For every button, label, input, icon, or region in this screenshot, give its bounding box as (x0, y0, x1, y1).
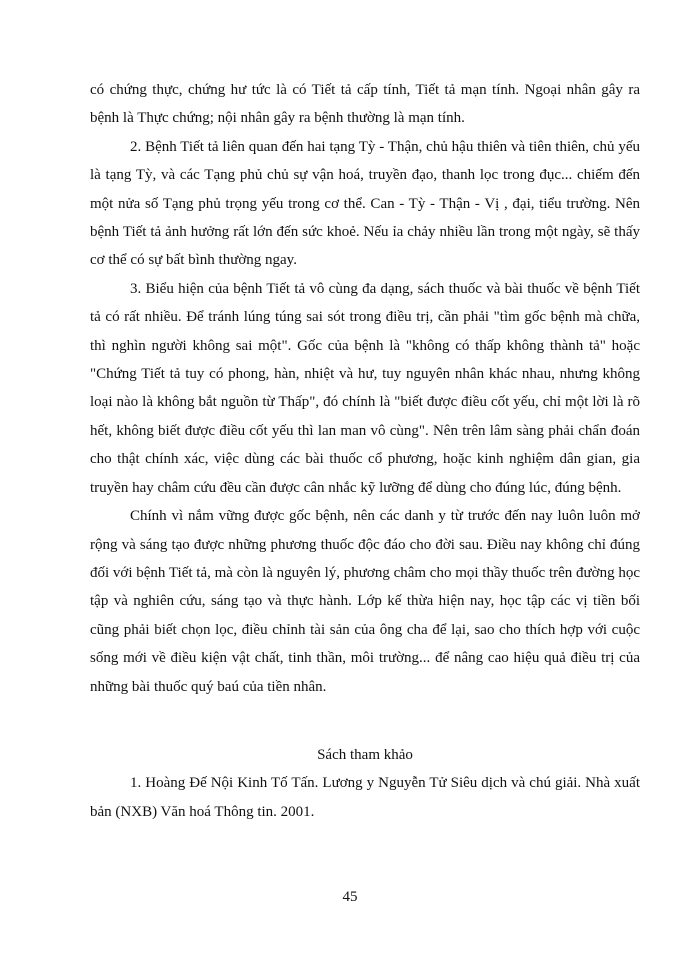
references-title: Sách tham khảo (317, 746, 413, 763)
paragraph-conclusion: Chính vì nắm vững được gốc bệnh, nên các danh y từ trước đến nay luôn luôn mở rộng và sáng tạo được những phương thuốc độc đáo cho đời sau. Điều nay không chỉ đúng đối với bệnh Tiết tả, mà còn là nguyên lý, phương châm cho mọi thầy thuốc trên đường học tập và nghiên cứu, sáng tạo và thực hành. Lớp kế thừa hiện nay, học tập các vị tiền bối cũng phải biết chọn lọc, điều chỉnh tài sản của ông cha để lại, sao cho thích hợp với cuộc sống mới về điều kiện vật chất, tinh thần, môi trường... để nâng cao hiệu quả điều trị của những bài thuốc quý baú của tiền nhân. (90, 508, 640, 695)
paragraph-continuation: có chứng thực, chứng hư tức là có Tiết tả cấp tính, Tiết tả mạn tính. Ngoại nhân gây ra bệnh là Thực chứng; nội nhân gây ra bệnh thường là mạn tính. (90, 82, 640, 127)
paragraph-point-3: 3. Biểu hiện của bệnh Tiết tả vô cùng đa dạng, sách thuốc và bài thuốc về bệnh Tiết tả có rất nhiều. Để tránh lúng túng sai sót trong điều trị, cần phải "tìm gốc bệnh mà chữa, thì nghìn người không sai một". Gốc của bệnh là "không có thấp không thành tả" hoặc "Chứng Tiết tả tuy có phong, hàn, nhiệt và hư, tuy nguyên nhân khác nhau, nhưng không loại nào là không bắt nguồn từ Thấp", đó chính là "biết được điều cốt yếu, chỉ một lời là rõ hết, không biết được điều cốt yếu thì lan man vô cùng". Nên trên lâm sàng phải chẩn đoán cho thật chính xác, việc dùng các bài thuốc cổ phương, hoặc kinh nghiệm dân gian, gia truyền hay châm cứu đều cần được cân nhắc kỹ lưỡng để dùng cho đúng lúc, đúng bệnh. (90, 280, 640, 496)
page-number: 45 (342, 889, 358, 905)
reference-item: 1. Hoàng Đế Nội Kinh Tố Tấn. Lương y Nguyễn Tử Siêu dịch và chú giải. Nhà xuất bản (NXB) Văn hoá Thông tin. 2001. (90, 775, 640, 820)
page-body (90, 76, 640, 826)
paragraph-point-2: 2. Bệnh Tiết tả liên quan đến hai tạng Tỳ - Thận, chủ hậu thiên và tiên thiên, chủ yếu là tạng Tỳ, và các Tạng phủ chủ sự vận hoá, truyền đạo, thanh lọc trong đục... chiếm đến một nửa số Tạng phủ trọng yếu trong cơ thể. Can - Tỳ - Thận - Vị , đại, tiểu trường. Nên bệnh Tiết tả ảnh hưởng rất lớn đến sức khoẻ. Nếu ỉa chảy nhiều lần trong một ngày, sẽ thấy cơ thể có sự bất bình thường ngay. (90, 138, 640, 269)
